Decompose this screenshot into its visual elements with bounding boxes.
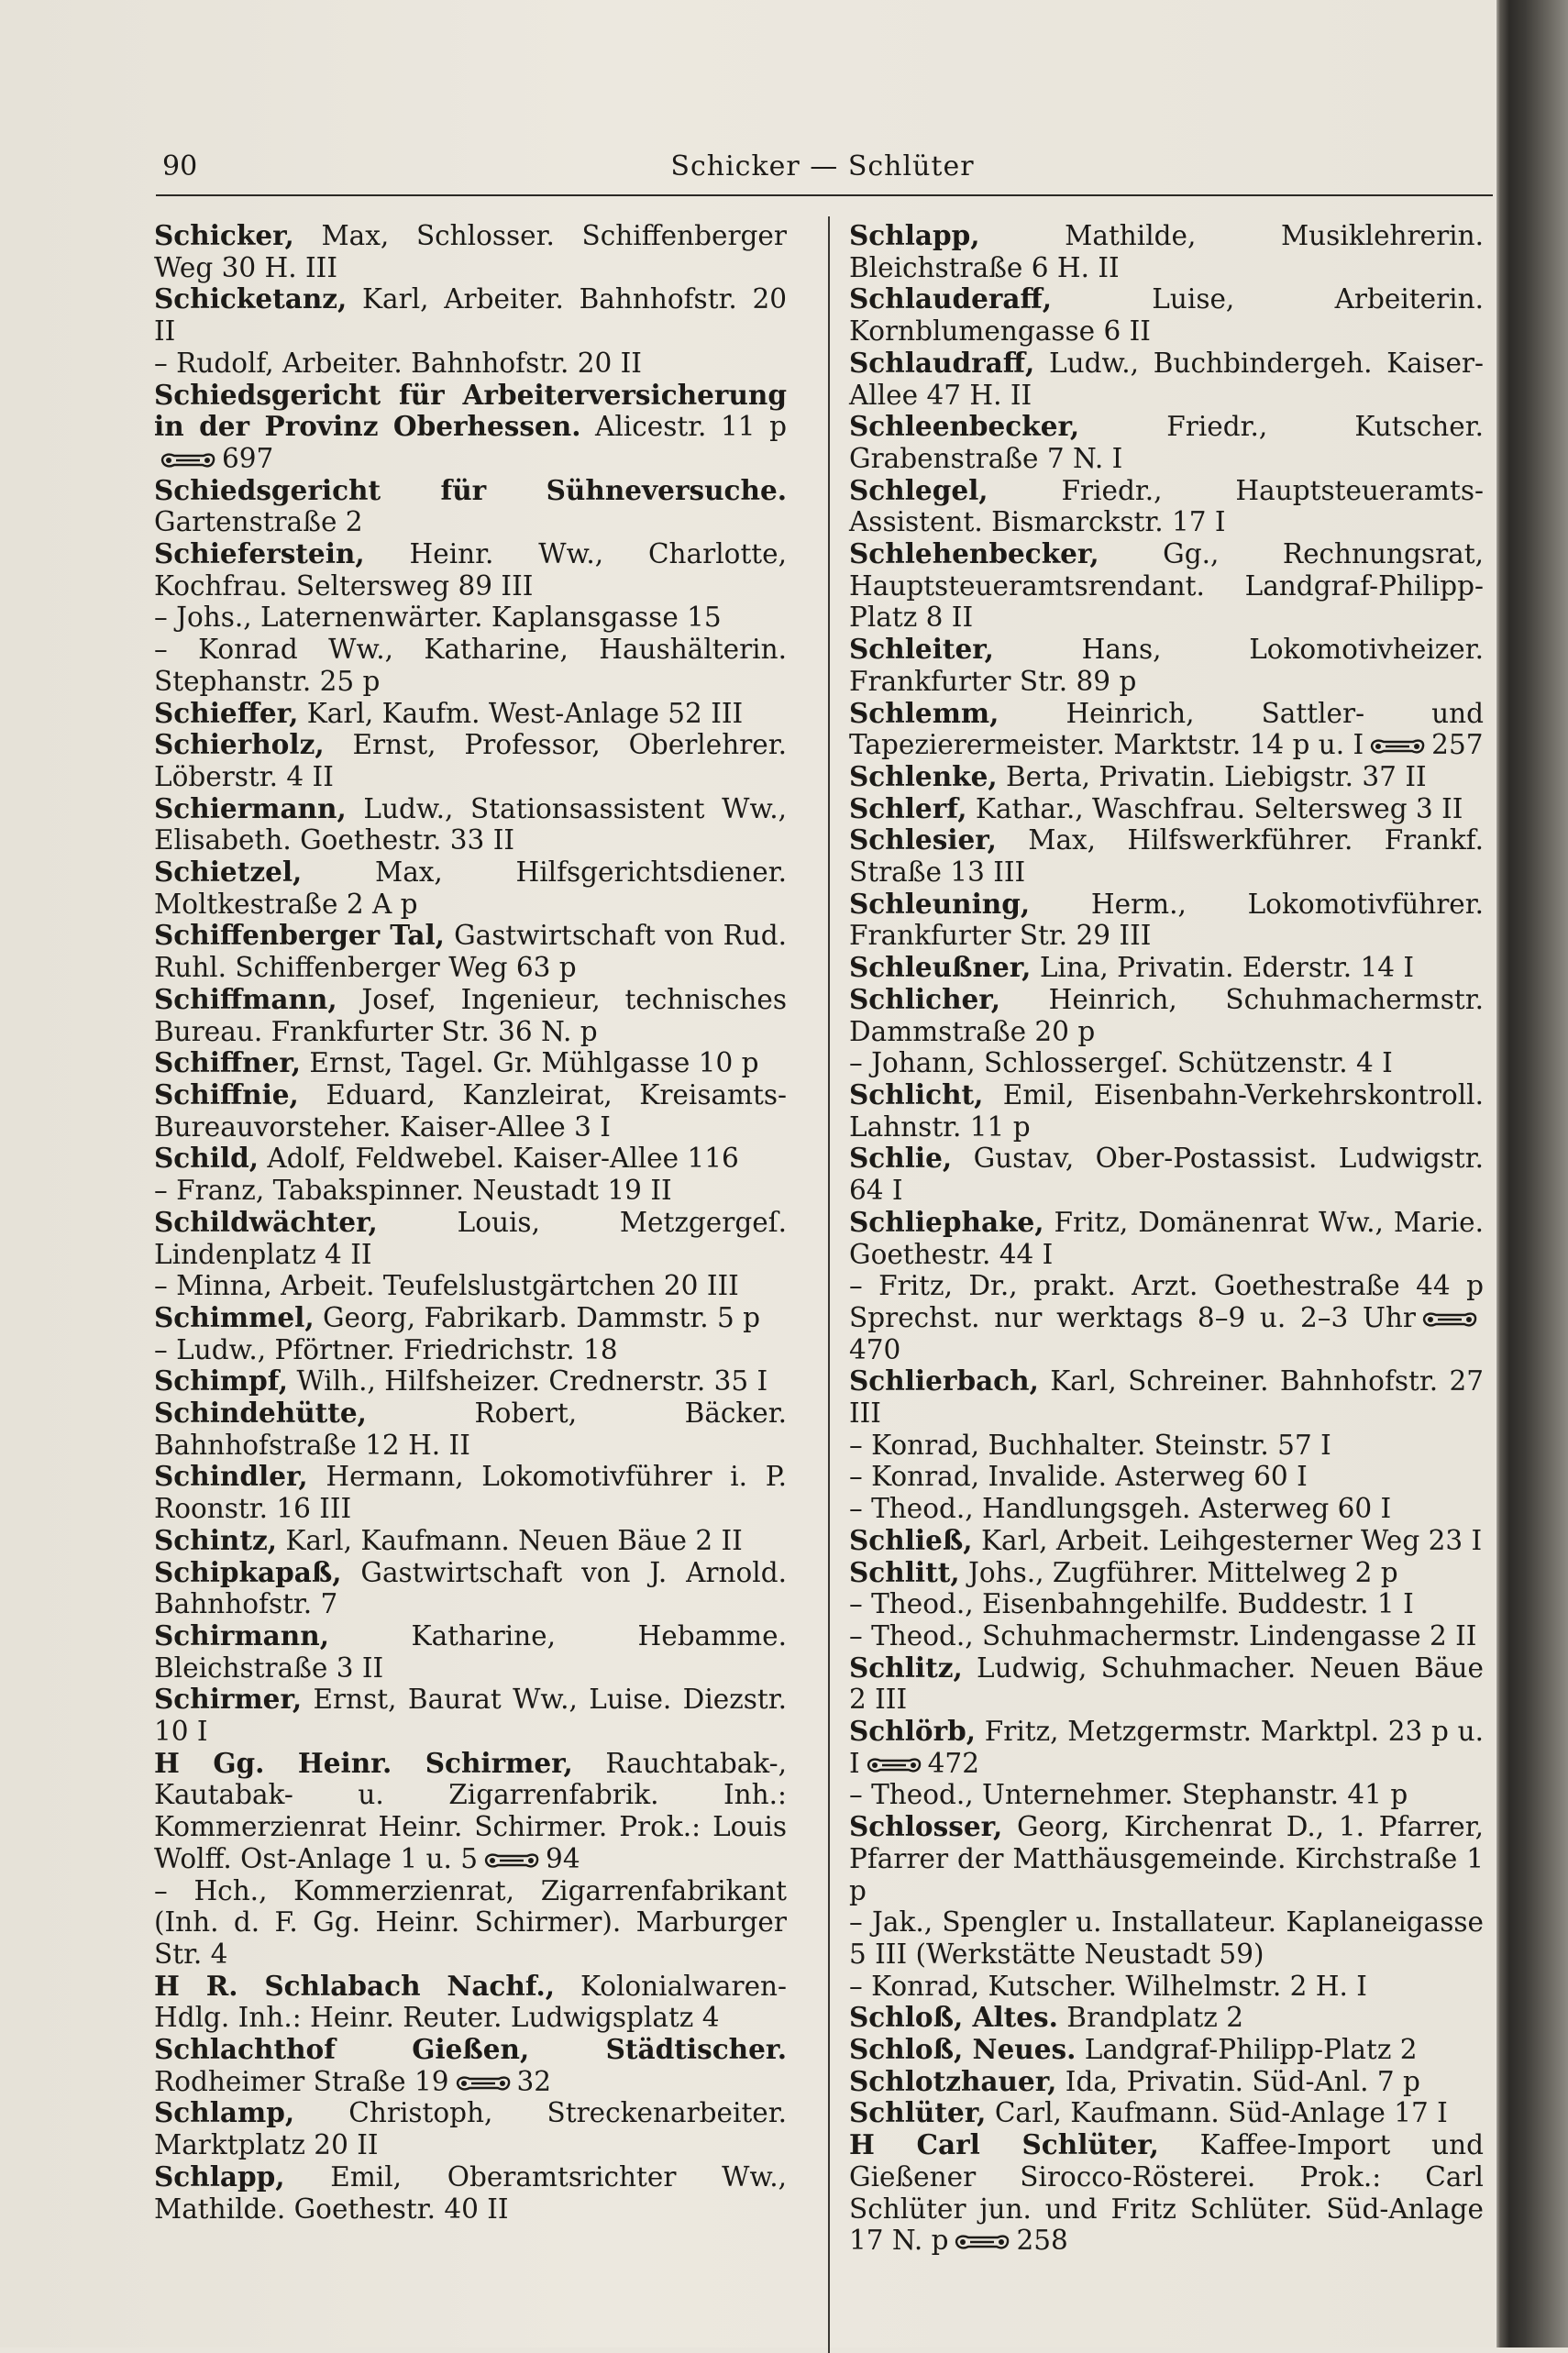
entry-details: Fritz, Domänenrat Ww., Marie. Goethestr. 44 I [849, 1206, 1484, 1270]
directory-entry [849, 1811, 1484, 1906]
page-title: Schicker — Schlüter [670, 150, 975, 182]
entry-details: – Konrad, Buchhalter. Steinstr. 57 I [849, 1429, 1331, 1461]
entry-name: H Carl Schlüter, [849, 2128, 1159, 2161]
entry-details: Carl, Kaufmann. Süd-Anlage 17 I [986, 2097, 1448, 2129]
entry-name: Schiffner, [154, 1046, 302, 1079]
entry-details: Karl, Kaufm. West-Anlage 52 III [298, 697, 744, 729]
entry-name: Schirmer, [154, 1683, 303, 1716]
entry-name: Schlierbach, [849, 1364, 1039, 1397]
entry-name: Schlitz, [849, 1651, 963, 1684]
directory-entry [849, 1047, 1484, 1079]
entry-name: Schicker, [154, 219, 294, 251]
directory-entry [154, 1684, 787, 1747]
entry-details: – Ludw., Pförtner. Friedrichstr. 18 [154, 1333, 618, 1365]
phone-number: 32 [516, 2065, 552, 2097]
entry-details: – Theod., Handlungsgeh. Asterweg 60 I [849, 1493, 1392, 1525]
directory-entry [849, 1461, 1484, 1493]
next-page-edge [1496, 0, 1568, 2347]
entry-details: Friedr., Hauptsteueramts-Assistent. Bismarckstr. 17 I [849, 474, 1484, 538]
entry-details: Gg., Rechnungsrat, Hauptsteueramtsrendant. Landgraf-Philipp-Platz 8 II [849, 538, 1484, 634]
entry-name: Schlotzhauer, [849, 2064, 1057, 2097]
directory-entry [849, 698, 1484, 761]
entry-details: Johs., Zugführer. Mittelweg 2 p [959, 1556, 1398, 1588]
entry-name: Schleußner, [849, 951, 1032, 984]
entry-details: Wilh., Hilfsheizer. Crednerstr. 35 I [288, 1365, 768, 1397]
entry-details: – Konrad, Kutscher. Wilhelmstr. 2 H. I [849, 1970, 1367, 2002]
entry-details: Mathilde, Musiklehrerin. Bleichstraße 6 H. II [849, 220, 1484, 283]
entry-name: Schiffnie, [154, 1077, 299, 1110]
entry-details: Gartenstraße 2 [154, 506, 363, 538]
entry-details: Hermann, Lokomotivführer i. P. Roonstr. 16 III [154, 1461, 787, 1525]
directory-entry [849, 1079, 1484, 1143]
entry-details: Adolf, Feldwebel. Kaiser-Allee 116 [259, 1143, 739, 1175]
entry-name: Schierholz, [154, 728, 325, 761]
directory-entry [849, 1525, 1484, 1557]
entry-details: Emil, Oberamtsrichter Ww., Mathilde. Goethestr. 40 II [154, 2160, 787, 2225]
directory-entry [154, 2161, 787, 2225]
entry-details: Ernst, Professor, Oberlehrer. Löberstr. 4 II [154, 729, 787, 792]
entry-details: Christoph, Streckenarbeiter. Marktplatz 20 II [154, 2097, 787, 2161]
entry-details: Ernst, Baurat Ww., Luise. Diezstr. 10 I [154, 1684, 787, 1748]
page-number: 90 [162, 150, 198, 182]
entry-name: Schindehütte, [154, 1397, 367, 1430]
entry-details: Max, Schlosser. Schiffenberger Weg 30 H. III [154, 220, 787, 283]
entry-name: Schindler, [154, 1460, 308, 1493]
page-header [162, 150, 1483, 187]
entry-details: Karl, Kaufmann. Neuen Bäue 2 II [277, 1524, 743, 1556]
directory-entry [154, 538, 787, 602]
directory-entry [849, 2066, 1484, 2098]
telephone-icon [160, 450, 216, 470]
entry-details: Karl, Arbeit. Leihgesterner Weg 23 I [972, 1524, 1483, 1556]
directory-entry [154, 1461, 787, 1524]
directory-entry [849, 1143, 1484, 1206]
directory-entry [849, 2097, 1484, 2129]
phone-number: 697 [222, 442, 274, 474]
right-column [849, 220, 1484, 2257]
phone-number: 257 [1431, 729, 1484, 761]
entry-name: Schlicht, [849, 1077, 984, 1110]
entry-details: Fritz, Metzgermstr. Marktpl. 23 p u. I [849, 1716, 1484, 1779]
directory-entry [849, 1620, 1484, 1652]
header-rule [156, 194, 1493, 196]
entry-details: Herm., Lokomotivführer. Frankfurter Str. 29 III [849, 888, 1484, 952]
directory-entry [154, 1079, 787, 1143]
entry-name: H Gg. Heinr. Schirmer, [154, 1746, 573, 1779]
entry-details: Ludwig, Schuhmacher. Neuen Bäue 2 III [849, 1652, 1484, 1716]
entry-name: Schlicher, [849, 982, 1000, 1015]
directory-entry [154, 2097, 787, 2160]
directory-entry [154, 1334, 787, 1366]
entry-name: Schlapp, [849, 219, 980, 251]
entry-details: Karl, Schreiner. Bahnhofstr. 27 III [849, 1365, 1484, 1430]
directory-entry [849, 1270, 1484, 1365]
entry-details: – Theod., Unternehmer. Stephanstr. 41 p [849, 1779, 1408, 1811]
entry-details: Katharine, Hebamme. Bleichstraße 3 II [154, 1619, 787, 1684]
entry-name: Schlitt, [849, 1555, 960, 1588]
directory-entry [849, 1557, 1484, 1589]
entry-name: Schlachthof Gießen, Städtischer. [154, 2033, 787, 2066]
entry-details: Emil, Eisenbahn-Verkehrskontroll. Lahnstr. 11 p [849, 1078, 1484, 1143]
directory-entry [154, 348, 787, 380]
entry-name: Schliephake, [849, 1205, 1044, 1238]
directory-entry [849, 220, 1484, 283]
entry-name: Schimmel, [154, 1300, 315, 1333]
directory-entry [154, 1748, 787, 1875]
entry-details: Ludw., Buchbindergeh. Kaiser-Allee 47 H. II [849, 347, 1484, 411]
directory-entry [849, 889, 1484, 952]
directory-entry [849, 634, 1484, 697]
entry-details: Georg, Fabrikarb. Dammstr. 5 p [314, 1301, 761, 1333]
directory-entry [154, 2034, 787, 2097]
entry-name: Schirmann, [154, 1618, 329, 1652]
directory-entry [849, 1716, 1484, 1779]
entry-details: Kathar., Waschfrau. Seltersweg 3 II [966, 792, 1463, 824]
entry-details: Kolonialwaren-Hdlg. Inh.: Heinr. Reuter. Ludwigsplatz 4 [154, 1970, 787, 2034]
entry-details: – Konrad Ww., Katharine, Haushälterin. Stephanstr. 25 p [154, 634, 787, 697]
entry-name: Schlegel, [849, 473, 988, 506]
entry-details: – Johann, Schlossergeſ. Schützenstr. 4 I [849, 1047, 1393, 1079]
entry-name: Schlaudraff, [849, 346, 1035, 379]
entry-name: Schlauderaff, [849, 282, 1053, 315]
telephone-icon [1421, 1309, 1478, 1330]
entry-name: Schleenbecker, [849, 410, 1080, 443]
entry-details: Landgraf-Philipp-Platz 2 [1076, 2034, 1418, 2066]
directory-entry [849, 283, 1484, 347]
directory-entry [154, 1620, 787, 1684]
entry-details: Heinrich, Sattler- und Tapezierermeister. Marktstr. 14 p u. I [849, 697, 1484, 761]
entry-name: Schiffmann, [154, 982, 337, 1015]
directory-entry [849, 1906, 1484, 1970]
entry-name: Schlapp, [154, 2160, 285, 2193]
entry-name: Schleuning, [849, 887, 1031, 920]
directory-entry [154, 602, 787, 634]
entry-name: Schildwächter, [154, 1205, 378, 1238]
entry-name: Schlüter, [849, 2096, 987, 2129]
entry-details: – Konrad, Invalide. Asterweg 60 I [849, 1461, 1308, 1493]
directory-entry [849, 1779, 1484, 1811]
directory-entry [154, 1302, 787, 1334]
entry-name: Schloß, Altes. [849, 2001, 1058, 2034]
phone-number: 470 [849, 1333, 901, 1365]
directory-entry [154, 1971, 787, 2034]
entry-details: Hans, Lokomotivheizer. Frankfurter Str. 89 p [849, 634, 1484, 697]
entry-details: Brandplatz 2 [1057, 2002, 1243, 2034]
entry-details: Gastwirtschaft von J. Arnold. Bahnhofstr. 7 [154, 1556, 787, 1620]
entry-name: Schieferstein, [154, 537, 365, 570]
entry-details: – Theod., Schuhmachermstr. Lindengasse 2 II [849, 1619, 1477, 1652]
entry-name: Schipkapaß, [154, 1555, 342, 1588]
directory-entry [849, 1652, 1484, 1716]
entry-name: Schimpf, [154, 1364, 289, 1397]
directory-entry [154, 220, 787, 283]
phone-number: 258 [1016, 2225, 1068, 2257]
entry-details: – Rudolf, Arbeiter. Bahnhofstr. 20 II [154, 347, 642, 379]
entry-details: – Minna, Arbeit. Teufelslustgärtchen 20 III [154, 1270, 739, 1302]
directory-entry [154, 793, 787, 856]
directory-entry [849, 984, 1484, 1047]
entry-details: Alicestr. 11 p [580, 411, 787, 443]
entry-name: Schlerf, [849, 791, 967, 824]
entry-details: – Theod., Eisenbahngehilfe. Buddestr. 1 I [849, 1588, 1414, 1620]
directory-entry [154, 1207, 787, 1270]
directory-entry [154, 1557, 787, 1620]
left-column [154, 220, 787, 2225]
entry-name: Schiedsgericht für Sühneversuche. [154, 473, 787, 506]
entry-details: – Franz, Tabakspinner. Neustadt 19 II [154, 1175, 672, 1207]
entry-details: Karl, Arbeiter. Bahnhofstr. 20 II [154, 283, 787, 348]
entry-details: Ida, Privatin. Süd-Anl. 7 p [1056, 2065, 1420, 2097]
directory-entry [849, 1207, 1484, 1270]
entry-details: – Fritz, Dr., prakt. Arzt. Goethestraße 44 p Sprechst. nur werktags 8–9 u. 2–3 Uhr [849, 1270, 1484, 1333]
entry-name: H R. Schlabach Nachf., [154, 1969, 556, 2002]
entry-name: Schild, [154, 1142, 259, 1175]
entry-details: Louis, Metzgergeſ. Lindenplatz 4 II [154, 1206, 787, 1270]
entry-details: Heinrich, Schuhmachermstr. Dammstraße 20 p [849, 983, 1484, 1047]
entry-details: Eduard, Kanzleirat, Kreisamts-Bureauvorsteher. Kaiser-Allee 3 I [154, 1078, 787, 1143]
entry-details: Friedr., Kutscher. Grabenstraße 7 N. I [849, 411, 1484, 474]
directory-entry [154, 856, 787, 920]
entry-details: Rodheimer Straße 19 [154, 2065, 449, 2097]
entry-name: Schlesier, [849, 823, 997, 856]
directory-entry [154, 729, 787, 792]
phone-number: 472 [927, 1747, 979, 1779]
directory-entry [154, 984, 787, 1047]
telephone-icon [866, 1755, 922, 1775]
directory-entry [849, 952, 1484, 984]
directory-entry [849, 1365, 1484, 1429]
entry-name: Schieffer, [154, 696, 299, 729]
directory-entry [849, 2129, 1484, 2257]
entry-details: Kaffee-Import und Gießener Sirocco-Rösterei. Prok.: Carl Schlüter jun. und Fritz Schlüter. Süd-Anlage 17 N. p [849, 2129, 1484, 2257]
directory-entry [154, 1397, 787, 1461]
entry-name: Schlamp, [154, 2096, 295, 2129]
entry-details: Ludw., Stationsassistent Ww., Elisabeth. Goethestr. 33 II [154, 792, 787, 856]
entry-details: Gustav, Ober-Postassist. Ludwigstr. 64 I [849, 1143, 1484, 1207]
entry-details: Lina, Privatin. Ederstr. 14 I [1031, 952, 1415, 984]
directory-entry [154, 1047, 787, 1079]
directory-entry [849, 475, 1484, 538]
entry-name: Schlosser, [849, 1810, 1003, 1843]
telephone-icon [483, 1850, 540, 1871]
directory-entry [849, 411, 1484, 474]
entry-name: Schlenke, [849, 759, 998, 792]
entry-name: Schiffenberger Tal, [154, 919, 445, 952]
entry-name: Schiermann, [154, 791, 347, 824]
directory-entry [154, 380, 787, 475]
entry-details: – Hch., Kommerzienrat, Zigarrenfabrikant (Inh. d. F. Gg. Heinr. Schirmer). Marburger Str. 4 [154, 1874, 787, 1970]
entry-details: – Johs., Laternenwärter. Kaplansgasse 15 [154, 602, 722, 634]
entry-details: Robert, Bäcker. Bahnhofstraße 12 H. II [154, 1397, 787, 1461]
entry-name: Schicketanz, [154, 282, 348, 315]
entry-details: Gastwirtschaft von Rud. Ruhl. Schiffenberger Weg 63 p [154, 920, 787, 984]
entry-name: Schiedsgericht für Arbeiterversicherung in der Provinz Oberhessen. [154, 378, 787, 443]
directory-entry [849, 538, 1484, 634]
entry-details: Luise, Arbeiterin. Kornblumengasse 6 II [849, 283, 1484, 348]
directory-entry [849, 348, 1484, 411]
entry-details: – Jak., Spengler u. Installateur. Kaplaneigasse 5 III (Werkstätte Neustadt 59) [849, 1906, 1484, 1970]
directory-entry [154, 1525, 787, 1557]
directory-entry [154, 1270, 787, 1302]
directory-entry [849, 761, 1484, 793]
directory-entry [849, 2034, 1484, 2066]
entry-name: Schlemm, [849, 696, 999, 729]
telephone-icon [1369, 736, 1426, 757]
entry-details: Josef, Ingenieur, technisches Bureau. Frankfurter Str. 36 N. p [154, 983, 787, 1047]
entry-details: Berta, Privatin. Liebigstr. 37 II [997, 760, 1427, 792]
directory-entry [849, 824, 1484, 888]
directory-entry [154, 1365, 787, 1397]
telephone-icon [954, 2232, 1010, 2252]
telephone-icon [455, 2073, 512, 2093]
directory-entry [154, 634, 787, 697]
entry-details: Ernst, Tagel. Gr. Mühlgasse 10 p [301, 1047, 759, 1079]
entry-details: Rauchtabak-, Kautabak- u. Zigarrenfabrik. Inh.: Kommerzienrat Heinr. Schirmer. Prok.: Louis Wolff. Ost-Anlage 1 u. 5 [154, 1747, 787, 1874]
entry-name: Schlehenbecker, [849, 537, 1099, 570]
directory-entry [849, 1430, 1484, 1462]
entry-name: Schietzel, [154, 856, 303, 889]
entry-name: Schlie, [849, 1142, 953, 1175]
directory-entry [849, 2002, 1484, 2034]
directory-entry [154, 698, 787, 730]
entry-name: Schließ, [849, 1523, 973, 1556]
directory-entry [154, 920, 787, 983]
directory-entry [849, 1493, 1484, 1525]
entry-details: Heinr. Ww., Charlotte, Kochfrau. Seltersweg 89 III [154, 538, 787, 602]
directory-entry [154, 283, 787, 347]
directory-entry [154, 1143, 787, 1175]
entry-name: Schleiter, [849, 633, 994, 666]
entry-name: Schintz, [154, 1523, 278, 1556]
entry-details: Max, Hilfswerkführer. Frankf. Straße 13 III [849, 824, 1484, 889]
directory-entry [154, 1175, 787, 1207]
directory-entry [154, 475, 787, 538]
phone-number: 94 [546, 1842, 580, 1874]
entry-name: Schlörb, [849, 1715, 977, 1748]
column-divider [828, 216, 830, 2353]
entry-details: Max, Hilfsgerichtsdiener. Moltkestraße 2 A p [154, 856, 787, 920]
entry-details: Georg, Kirchenrat D., 1. Pfarrer, Pfarrer der Matthäusgemeinde. Kirchstraße 1 p [849, 1811, 1484, 1906]
directory-entry [849, 1588, 1484, 1620]
entry-name: Schloß, Neues. [849, 2033, 1077, 2066]
directory-entry [849, 1971, 1484, 2003]
directory-entry [849, 793, 1484, 825]
directory-entry [154, 1875, 787, 1971]
